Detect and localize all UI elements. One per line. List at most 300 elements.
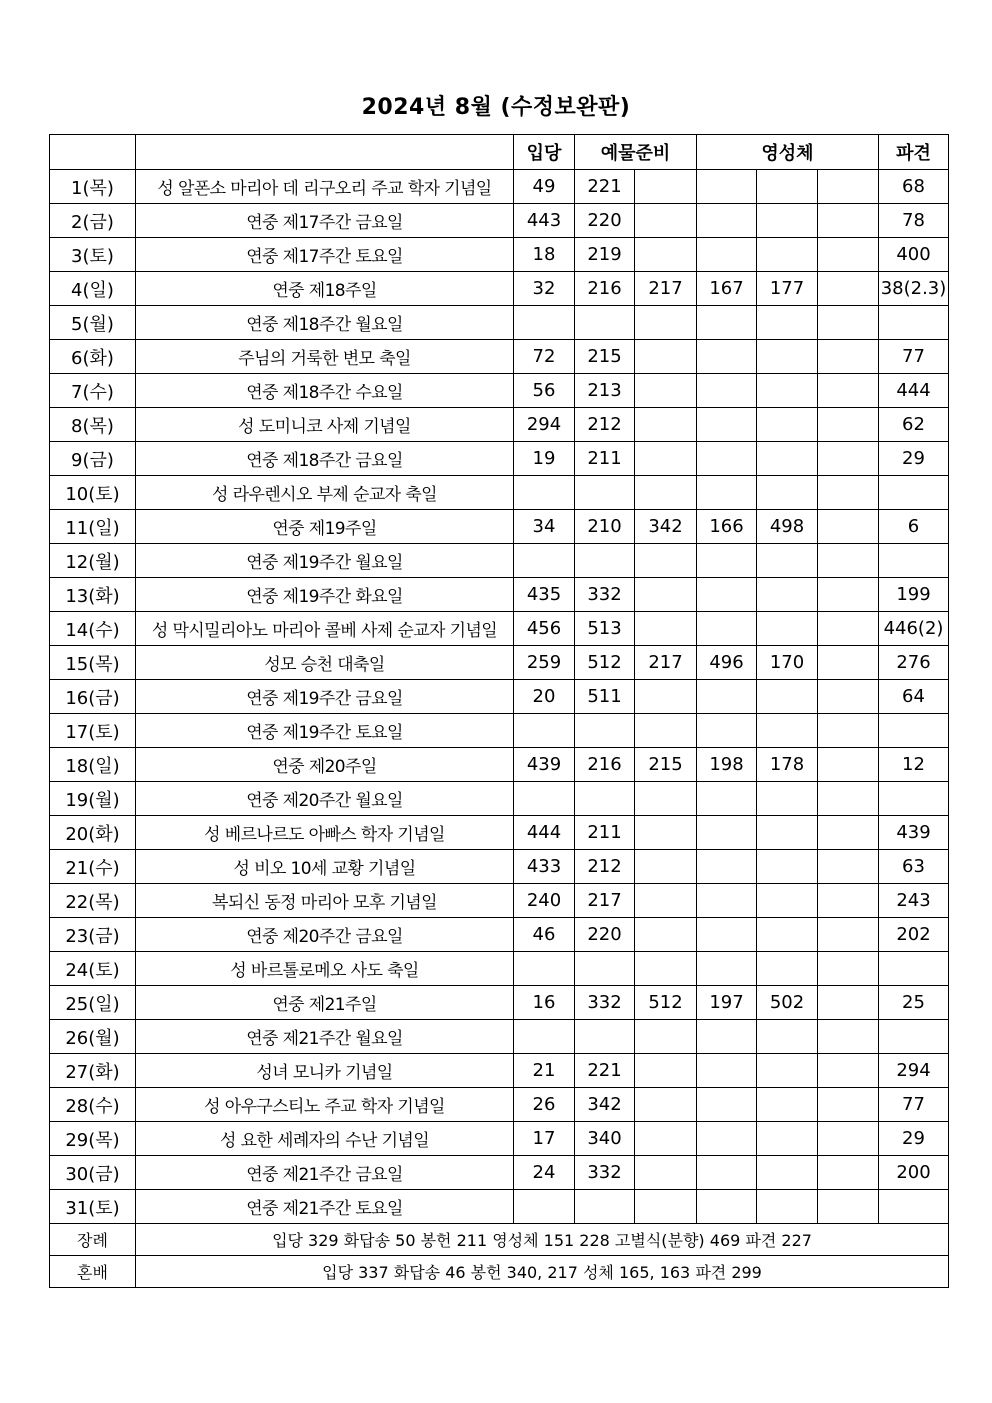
- offertory-cell: 332: [575, 1156, 635, 1190]
- dismissal-cell: 444: [879, 374, 949, 408]
- offertory-cell: [575, 952, 635, 986]
- table-row: [50, 748, 949, 782]
- header-communion: 영성체: [697, 135, 879, 170]
- table-row: [50, 646, 949, 680]
- offertory2-cell: [635, 680, 697, 714]
- table-row: [50, 1190, 949, 1224]
- communion2-cell: [757, 1020, 818, 1054]
- communion3-cell: [818, 340, 879, 374]
- offertory-cell: 215: [575, 340, 635, 374]
- entrance-cell: 26: [514, 1088, 575, 1122]
- offertory2-cell: [635, 1156, 697, 1190]
- entrance-cell: 20: [514, 680, 575, 714]
- date-cell: 6(화): [50, 340, 136, 374]
- table-row: [50, 850, 949, 884]
- offertory-cell: 332: [575, 986, 635, 1020]
- date-cell: 10(토): [50, 476, 136, 510]
- header-date: [50, 135, 136, 170]
- entrance-cell: [514, 476, 575, 510]
- offertory2-cell: 342: [635, 510, 697, 544]
- dismissal-cell: 62: [879, 408, 949, 442]
- offertory-cell: [575, 782, 635, 816]
- communion2-cell: [757, 680, 818, 714]
- dismissal-cell: 243: [879, 884, 949, 918]
- dismissal-cell: 200: [879, 1156, 949, 1190]
- entrance-cell: 18: [514, 238, 575, 272]
- header-feast: [136, 135, 514, 170]
- offertory2-cell: [635, 816, 697, 850]
- entrance-cell: 439: [514, 748, 575, 782]
- date-cell: 5(월): [50, 306, 136, 340]
- feast-cell: 성 베르나르도 아빠스 학자 기념일: [136, 816, 514, 850]
- date-cell: 31(토): [50, 1190, 136, 1224]
- communion3-cell: [818, 952, 879, 986]
- offertory-cell: [575, 306, 635, 340]
- offertory-cell: 342: [575, 1088, 635, 1122]
- table-row: [50, 578, 949, 612]
- offertory-cell: 216: [575, 748, 635, 782]
- offertory2-cell: [635, 578, 697, 612]
- table-row: [50, 1156, 949, 1190]
- communion2-cell: [757, 782, 818, 816]
- dismissal-cell: 63: [879, 850, 949, 884]
- date-cell: 4(일): [50, 272, 136, 306]
- schedule-body: [50, 170, 949, 1224]
- date-cell: 24(토): [50, 952, 136, 986]
- communion1-cell: [697, 680, 757, 714]
- entrance-cell: 444: [514, 816, 575, 850]
- table-row: [50, 1054, 949, 1088]
- table-row: [50, 1020, 949, 1054]
- communion2-cell: [757, 442, 818, 476]
- offertory2-cell: [635, 1020, 697, 1054]
- offertory-cell: 221: [575, 170, 635, 204]
- date-cell: 20(화): [50, 816, 136, 850]
- feast-cell: 연중 제17주간 토요일: [136, 238, 514, 272]
- communion3-cell: [818, 680, 879, 714]
- entrance-cell: 456: [514, 612, 575, 646]
- feast-cell: 연중 제21주간 금요일: [136, 1156, 514, 1190]
- entrance-cell: 56: [514, 374, 575, 408]
- table-row: [50, 714, 949, 748]
- offertory-cell: 211: [575, 442, 635, 476]
- entrance-cell: 16: [514, 986, 575, 1020]
- dismissal-cell: 29: [879, 1122, 949, 1156]
- offertory-cell: 217: [575, 884, 635, 918]
- feast-cell: 연중 제17주간 금요일: [136, 204, 514, 238]
- table-row: [50, 986, 949, 1020]
- communion2-cell: [757, 816, 818, 850]
- offertory-cell: 212: [575, 408, 635, 442]
- feast-cell: 성 비오 10세 교황 기념일: [136, 850, 514, 884]
- date-cell: 1(목): [50, 170, 136, 204]
- dismissal-cell: 202: [879, 918, 949, 952]
- communion2-cell: [757, 204, 818, 238]
- feast-cell: 복되신 동정 마리아 모후 기념일: [136, 884, 514, 918]
- offertory-cell: 210: [575, 510, 635, 544]
- feast-cell: 주님의 거룩한 변모 축일: [136, 340, 514, 374]
- entrance-cell: [514, 714, 575, 748]
- offertory2-cell: [635, 170, 697, 204]
- offertory-cell: 340: [575, 1122, 635, 1156]
- date-cell: 26(월): [50, 1020, 136, 1054]
- communion1-cell: [697, 1054, 757, 1088]
- offertory-cell: 219: [575, 238, 635, 272]
- communion2-cell: 177: [757, 272, 818, 306]
- entrance-cell: 24: [514, 1156, 575, 1190]
- offertory-cell: [575, 714, 635, 748]
- offertory2-cell: 512: [635, 986, 697, 1020]
- offertory2-cell: 215: [635, 748, 697, 782]
- communion3-cell: [818, 714, 879, 748]
- communion2-cell: 502: [757, 986, 818, 1020]
- communion1-cell: 198: [697, 748, 757, 782]
- communion1-cell: [697, 476, 757, 510]
- communion1-cell: [697, 612, 757, 646]
- communion1-cell: 167: [697, 272, 757, 306]
- communion1-cell: [697, 714, 757, 748]
- communion1-cell: [697, 1122, 757, 1156]
- rite-hymn-summary: 입당 337 화답송 46 봉헌 340, 217 성체 165, 163 파견 299: [136, 1256, 949, 1288]
- communion1-cell: [697, 442, 757, 476]
- table-row: [50, 170, 949, 204]
- offertory-cell: 511: [575, 680, 635, 714]
- communion2-cell: [757, 612, 818, 646]
- communion3-cell: [818, 272, 879, 306]
- feast-cell: 연중 제19주일: [136, 510, 514, 544]
- communion1-cell: 197: [697, 986, 757, 1020]
- dismissal-cell: 77: [879, 1088, 949, 1122]
- date-cell: 13(화): [50, 578, 136, 612]
- communion3-cell: [818, 408, 879, 442]
- communion1-cell: [697, 306, 757, 340]
- communion3-cell: [818, 1190, 879, 1224]
- table-row: [50, 612, 949, 646]
- offertory-cell: 512: [575, 646, 635, 680]
- offertory2-cell: [635, 544, 697, 578]
- table-row: [50, 340, 949, 374]
- table-row: [50, 952, 949, 986]
- special-rite-row: [50, 1224, 949, 1256]
- communion3-cell: [818, 170, 879, 204]
- communion2-cell: [757, 578, 818, 612]
- special-body: [50, 1224, 949, 1288]
- header-row: [50, 135, 949, 170]
- communion3-cell: [818, 918, 879, 952]
- offertory2-cell: [635, 1190, 697, 1224]
- feast-cell: 연중 제20주일: [136, 748, 514, 782]
- communion3-cell: [818, 850, 879, 884]
- feast-cell: 성 알폰소 마리아 데 리구오리 주교 학자 기념일: [136, 170, 514, 204]
- communion2-cell: 170: [757, 646, 818, 680]
- date-cell: 14(수): [50, 612, 136, 646]
- entrance-cell: [514, 544, 575, 578]
- offertory-cell: 216: [575, 272, 635, 306]
- dismissal-cell: 400: [879, 238, 949, 272]
- communion1-cell: [697, 238, 757, 272]
- communion3-cell: [818, 884, 879, 918]
- communion1-cell: [697, 578, 757, 612]
- date-cell: 22(목): [50, 884, 136, 918]
- feast-cell: 연중 제18주간 월요일: [136, 306, 514, 340]
- offertory2-cell: [635, 884, 697, 918]
- dismissal-cell: [879, 1020, 949, 1054]
- communion3-cell: [818, 1088, 879, 1122]
- feast-cell: 성 도미니코 사제 기념일: [136, 408, 514, 442]
- feast-cell: 성녀 모니카 기념일: [136, 1054, 514, 1088]
- offertory2-cell: [635, 340, 697, 374]
- table-row: [50, 918, 949, 952]
- dismissal-cell: 78: [879, 204, 949, 238]
- dismissal-cell: 25: [879, 986, 949, 1020]
- header-offertory: 예물준비: [575, 135, 697, 170]
- communion3-cell: [818, 1020, 879, 1054]
- communion2-cell: [757, 1054, 818, 1088]
- communion1-cell: [697, 850, 757, 884]
- date-cell: 9(금): [50, 442, 136, 476]
- communion2-cell: [757, 884, 818, 918]
- communion1-cell: [697, 204, 757, 238]
- communion3-cell: [818, 476, 879, 510]
- feast-cell: 연중 제18주간 수요일: [136, 374, 514, 408]
- communion2-cell: [757, 1156, 818, 1190]
- communion3-cell: [818, 782, 879, 816]
- dismissal-cell: 68: [879, 170, 949, 204]
- communion3-cell: [818, 748, 879, 782]
- entrance-cell: 34: [514, 510, 575, 544]
- offertory-cell: [575, 1020, 635, 1054]
- header-dismissal: 파견: [879, 135, 949, 170]
- dismissal-cell: 6: [879, 510, 949, 544]
- offertory2-cell: [635, 1122, 697, 1156]
- feast-cell: 연중 제19주간 토요일: [136, 714, 514, 748]
- date-cell: 30(금): [50, 1156, 136, 1190]
- offertory-cell: 220: [575, 918, 635, 952]
- dismissal-cell: 276: [879, 646, 949, 680]
- date-cell: 7(수): [50, 374, 136, 408]
- offertory2-cell: [635, 782, 697, 816]
- communion3-cell: [818, 442, 879, 476]
- entrance-cell: 46: [514, 918, 575, 952]
- date-cell: 23(금): [50, 918, 136, 952]
- table-row: [50, 884, 949, 918]
- rite-label: 장례: [50, 1224, 136, 1256]
- communion2-cell: [757, 952, 818, 986]
- entrance-cell: 72: [514, 340, 575, 374]
- offertory-cell: 211: [575, 816, 635, 850]
- communion1-cell: [697, 884, 757, 918]
- communion2-cell: [757, 374, 818, 408]
- date-cell: 11(일): [50, 510, 136, 544]
- offertory2-cell: [635, 408, 697, 442]
- communion3-cell: [818, 544, 879, 578]
- dismissal-cell: [879, 714, 949, 748]
- table-row: [50, 510, 949, 544]
- hymn-schedule-table: [49, 134, 949, 1288]
- table-row: [50, 272, 949, 306]
- special-rite-row: [50, 1256, 949, 1288]
- offertory-cell: [575, 476, 635, 510]
- offertory-cell: 332: [575, 578, 635, 612]
- dismissal-cell: [879, 782, 949, 816]
- communion2-cell: [757, 340, 818, 374]
- feast-cell: 성 요한 세례자의 수난 기념일: [136, 1122, 514, 1156]
- rite-label: 혼배: [50, 1256, 136, 1288]
- feast-cell: 연중 제20주간 월요일: [136, 782, 514, 816]
- entrance-cell: 240: [514, 884, 575, 918]
- table-row: [50, 1088, 949, 1122]
- feast-cell: 성 바르톨로메오 사도 축일: [136, 952, 514, 986]
- date-cell: 19(월): [50, 782, 136, 816]
- entrance-cell: 17: [514, 1122, 575, 1156]
- entrance-cell: [514, 952, 575, 986]
- offertory2-cell: [635, 238, 697, 272]
- dismissal-cell: 199: [879, 578, 949, 612]
- date-cell: 15(목): [50, 646, 136, 680]
- communion2-cell: [757, 1088, 818, 1122]
- dismissal-cell: [879, 476, 949, 510]
- date-cell: 28(수): [50, 1088, 136, 1122]
- offertory2-cell: [635, 612, 697, 646]
- communion2-cell: [757, 850, 818, 884]
- offertory2-cell: [635, 442, 697, 476]
- dismissal-cell: 439: [879, 816, 949, 850]
- dismissal-cell: [879, 952, 949, 986]
- offertory-cell: 221: [575, 1054, 635, 1088]
- communion1-cell: [697, 1088, 757, 1122]
- date-cell: 21(수): [50, 850, 136, 884]
- offertory2-cell: [635, 306, 697, 340]
- table-row: [50, 1122, 949, 1156]
- communion3-cell: [818, 204, 879, 238]
- entrance-cell: 443: [514, 204, 575, 238]
- communion1-cell: [697, 544, 757, 578]
- feast-cell: 연중 제20주간 금요일: [136, 918, 514, 952]
- entrance-cell: 433: [514, 850, 575, 884]
- communion2-cell: 498: [757, 510, 818, 544]
- entrance-cell: 32: [514, 272, 575, 306]
- communion3-cell: [818, 510, 879, 544]
- entrance-cell: 294: [514, 408, 575, 442]
- communion2-cell: [757, 476, 818, 510]
- communion1-cell: [697, 952, 757, 986]
- communion2-cell: [757, 1190, 818, 1224]
- communion3-cell: [818, 646, 879, 680]
- table-row: [50, 238, 949, 272]
- communion2-cell: [757, 170, 818, 204]
- communion3-cell: [818, 578, 879, 612]
- feast-cell: 성 막시밀리아노 마리아 콜베 사제 순교자 기념일: [136, 612, 514, 646]
- communion1-cell: 166: [697, 510, 757, 544]
- entrance-cell: 259: [514, 646, 575, 680]
- feast-cell: 연중 제18주간 금요일: [136, 442, 514, 476]
- offertory2-cell: 217: [635, 272, 697, 306]
- communion3-cell: [818, 986, 879, 1020]
- communion1-cell: [697, 1020, 757, 1054]
- entrance-cell: 21: [514, 1054, 575, 1088]
- communion3-cell: [818, 238, 879, 272]
- offertory2-cell: [635, 850, 697, 884]
- offertory-cell: 513: [575, 612, 635, 646]
- communion2-cell: [757, 408, 818, 442]
- table-row: [50, 204, 949, 238]
- date-cell: 8(목): [50, 408, 136, 442]
- table-row: [50, 374, 949, 408]
- communion1-cell: [697, 408, 757, 442]
- communion1-cell: [697, 816, 757, 850]
- dismissal-cell: 77: [879, 340, 949, 374]
- offertory2-cell: [635, 714, 697, 748]
- communion3-cell: [818, 1122, 879, 1156]
- communion2-cell: [757, 306, 818, 340]
- offertory2-cell: 217: [635, 646, 697, 680]
- communion1-cell: [697, 340, 757, 374]
- date-cell: 17(토): [50, 714, 136, 748]
- dismissal-cell: 446(2): [879, 612, 949, 646]
- feast-cell: 연중 제21주간 토요일: [136, 1190, 514, 1224]
- communion2-cell: [757, 918, 818, 952]
- date-cell: 3(토): [50, 238, 136, 272]
- offertory-cell: 213: [575, 374, 635, 408]
- communion3-cell: [818, 612, 879, 646]
- communion2-cell: [757, 1122, 818, 1156]
- entrance-cell: 49: [514, 170, 575, 204]
- feast-cell: 연중 제19주간 금요일: [136, 680, 514, 714]
- communion1-cell: [697, 1156, 757, 1190]
- communion2-cell: [757, 714, 818, 748]
- date-cell: 12(월): [50, 544, 136, 578]
- table-row: [50, 408, 949, 442]
- offertory2-cell: [635, 204, 697, 238]
- offertory-cell: [575, 544, 635, 578]
- communion1-cell: [697, 918, 757, 952]
- dismissal-cell: 294: [879, 1054, 949, 1088]
- offertory2-cell: [635, 1088, 697, 1122]
- feast-cell: 성모 승천 대축일: [136, 646, 514, 680]
- communion1-cell: [697, 782, 757, 816]
- offertory2-cell: [635, 374, 697, 408]
- table-row: [50, 544, 949, 578]
- feast-cell: 연중 제21주일: [136, 986, 514, 1020]
- page-title: 2024년 8월 (수정보완판): [361, 95, 631, 120]
- entrance-cell: [514, 306, 575, 340]
- date-cell: 18(일): [50, 748, 136, 782]
- dismissal-cell: 38(2.3): [879, 272, 949, 306]
- dismissal-cell: [879, 1190, 949, 1224]
- dismissal-cell: 64: [879, 680, 949, 714]
- communion2-cell: [757, 238, 818, 272]
- entrance-cell: 435: [514, 578, 575, 612]
- table-row: [50, 782, 949, 816]
- dismissal-cell: 29: [879, 442, 949, 476]
- table-row: [50, 476, 949, 510]
- date-cell: 29(목): [50, 1122, 136, 1156]
- entrance-cell: [514, 1190, 575, 1224]
- communion1-cell: [697, 374, 757, 408]
- communion3-cell: [818, 816, 879, 850]
- communion3-cell: [818, 374, 879, 408]
- entrance-cell: [514, 782, 575, 816]
- header-entrance: 입당: [514, 135, 575, 170]
- feast-cell: 성 라우렌시오 부제 순교자 축일: [136, 476, 514, 510]
- offertory-cell: 212: [575, 850, 635, 884]
- offertory2-cell: [635, 952, 697, 986]
- date-cell: 25(일): [50, 986, 136, 1020]
- dismissal-cell: [879, 306, 949, 340]
- date-cell: 27(화): [50, 1054, 136, 1088]
- feast-cell: 연중 제18주일: [136, 272, 514, 306]
- communion1-cell: [697, 170, 757, 204]
